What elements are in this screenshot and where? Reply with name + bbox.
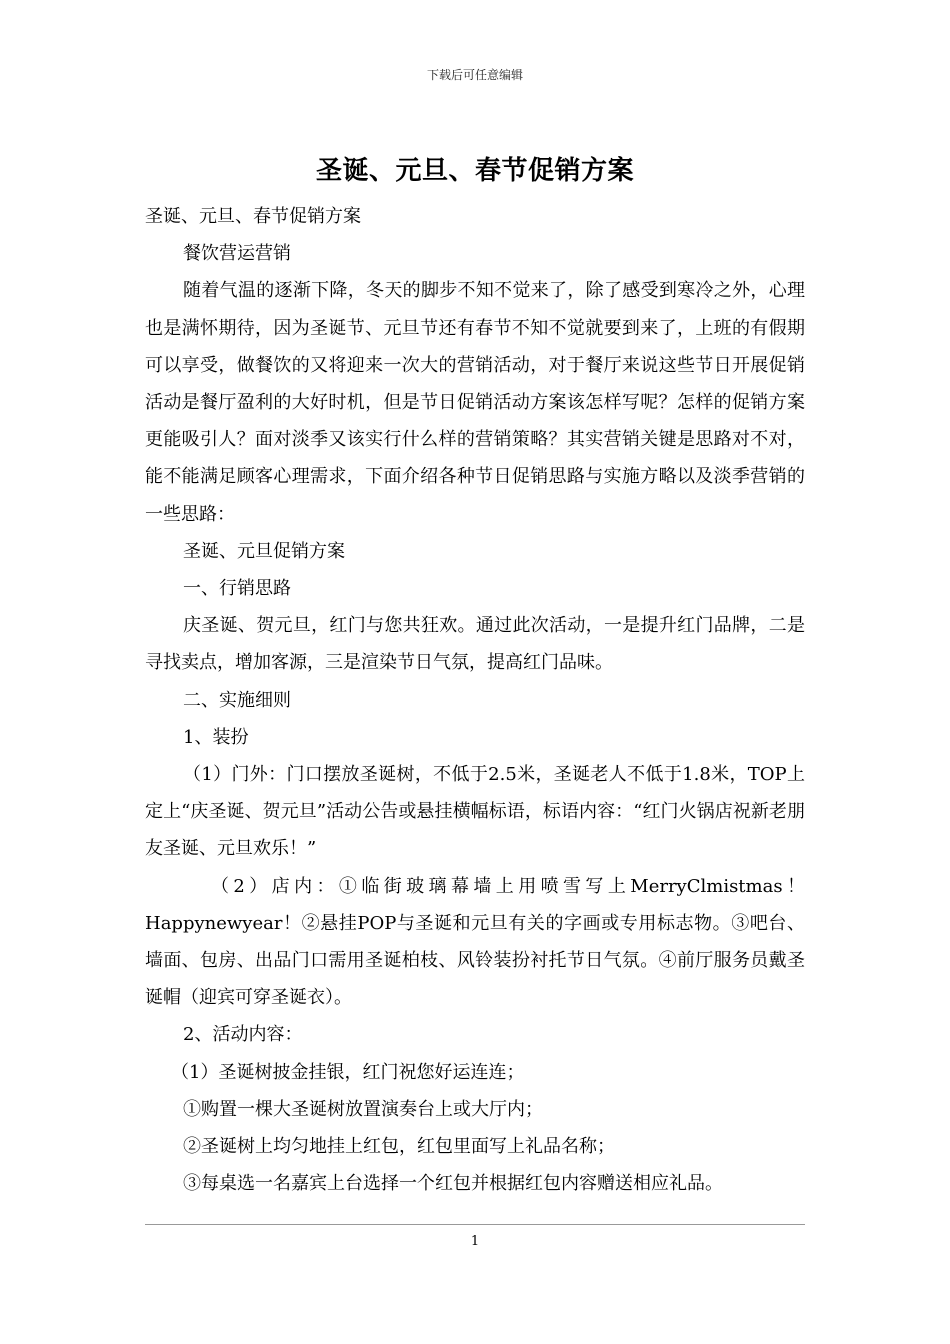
- document-title: 圣诞、元旦、春节促销方案: [315, 156, 634, 186]
- paragraph-intro: 随着气温的逐渐下降，冬天的脚步不知不觉来了，除了感受到寒冷之外，心理也是满怀期待，因为圣诞节、元旦节还有春节不知不觉就要到来了，上班的有假期可以享受，做餐饮的又将迎来一次大的营销活动，对于餐厅来说这些节日开展促销活动是餐厅盈利的大好时机，但是节日促销活动方案该怎样写呢？怎样的促销方案更能吸引人？面对淡季又该实行什么样的营销策略？其实营销关键是思路对不对，能不能满足顾客心理需求，下面介绍各种节日促销思路与实施方略以及淡季营销的一些思路：: [145, 280, 805, 525]
- paragraph-marketing-idea: 庆圣诞、贺元旦，红门与您共狂欢。通过此次活动，一是提升红门品牌，二是寻找卖点，增加客源，三是渲染节日气氛，提高红门品味。: [145, 615, 805, 674]
- list-item-1: ①购置一棵大圣诞树放置演奏台上或大厅内；: [183, 1098, 543, 1120]
- heading-activities: 2、活动内容：: [183, 1024, 303, 1046]
- document-body: [145, 198, 805, 1202]
- page-number: 1: [470, 1234, 480, 1249]
- paragraph-indoor: （2）店内：①临街玻璃幕墙上用喷雪写上MerryClmistmas！Happynewyear！②悬挂POP与圣诞和元旦有关的字画或专用标志物。③吧台、墙面、包房、出品门口需用圣诞柏枝、风铃装扮衬托节日气氛。④前厅服务员戴圣诞帽（迎宾可穿圣诞衣）。: [145, 875, 805, 1009]
- list-item-3: ③每桌选一名嘉宾上台选择一个红包并根据红包内容赠送相应礼品。: [183, 1173, 723, 1195]
- paragraph-plan-heading: 圣诞、元旦促销方案: [183, 540, 345, 562]
- heading-implementation: 二、实施细则: [183, 689, 291, 711]
- paragraph-outdoor: （1）门外：门口摆放圣诞树，不低于2.5米，圣诞老人不低于1.8米，TOP上定上“庆圣诞、贺元旦”活动公告或悬挂横幅标语，标语内容：“红门火锅店祝新老朋友圣诞、元旦欢乐！”: [145, 764, 805, 860]
- page-header: 下载后可任意编辑: [426, 68, 523, 82]
- heading-marketing-idea: 一、行销思路: [183, 578, 291, 600]
- list-item-2: ②圣诞树上均匀地挂上红包，红包里面写上礼品名称；: [183, 1136, 615, 1158]
- paragraph-subtitle: 圣诞、元旦、春节促销方案: [145, 206, 361, 227]
- heading-decoration: 1、装扮: [183, 726, 249, 748]
- paragraph-section-label: 餐饮营运营销: [183, 243, 291, 265]
- footer-divider: [145, 1224, 805, 1225]
- paragraph-activity-1: （1）圣诞树披金挂银，红门祝您好运连连；: [171, 1061, 525, 1083]
